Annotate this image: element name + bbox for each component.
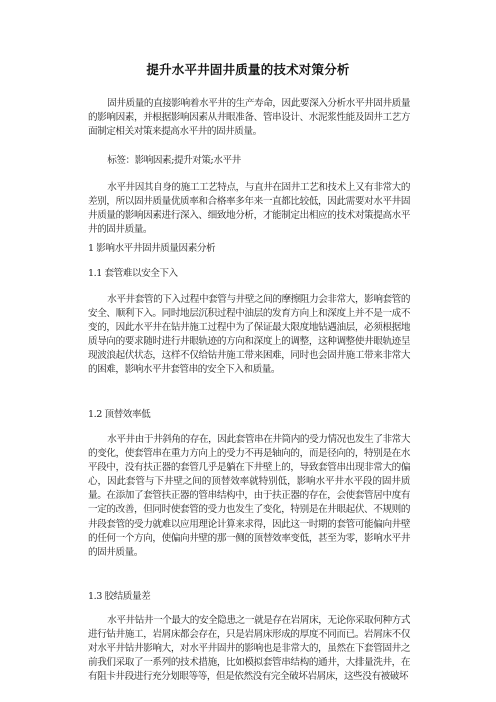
page-title: 提升水平井固井质量的技术对策分析 <box>146 62 350 77</box>
section-1-3-heading: 1.3 胶结质量差 <box>88 591 151 602</box>
section-1-2-paragraph: 水平井由于井斜角的存在，因此套管串在井筒内的受力情况也发生了非常大的变化，使套管串在重力方向上的受力不再是轴向的，而是径向的，特别是在水平段中，没有扶正器的套管几乎是躺在下井壁上的，导致套管串出现非常大的偏心，因此套管与下井壁之间的顶替效率就特别低，影响水平井水平段的固井质量。在添加了套管扶正器的管串结构中，由于扶正器的存在，会使套管居中度有一定的改善，但同时使套管的受力也发生了变化，特别是在井眼起伏、不规则的井段套管的受力就难以应用理论计算来求得，因此这一时期的套管可能偏向井壁的任何一个方向，使偏向井壁的那一侧的顶替效率变低，甚至为零，影响水平井的固井质量。 <box>88 434 410 558</box>
keywords-line: 标签：影响因素;提升对策;水平井 <box>107 155 241 166</box>
section-1-1-heading: 1.1 套管难以安全下入 <box>88 268 178 279</box>
abstract-paragraph: 固井质量的直接影响着水平井的生产寿命，因此要深入分析水平井固井质量的影响因素，并根据影响因素从井眼准备、管串设计、水泥浆性能及固井工艺方面制定相关对策来提高水平井的固井质量。 <box>88 98 410 138</box>
section-1-2-heading: 1.2 顶替效率低 <box>88 409 151 420</box>
section-1-1-paragraph: 水平井套管的下入过程中套管与井壁之间的摩擦阻力会非常大，影响套管的安全、顺利下入。同时地层沉积过程中油层的发育方向上和深度上并不是一成不变的，因此水平井在钻井施工过程中为了保证最大限度地钻遇油层，必须根据地质导向的要求随时进行井眼轨迹的方向和深度上的调整，这种调整使井眼轨迹呈现波浪起伏状态，这样不仅给钻井施工带来困难，同时也会固井施工带来非常大的困难，影响水平井套管串的安全下入和质量。 <box>88 294 410 376</box>
section-1-heading: 1 影响水平井固井质量因素分析 <box>88 243 216 254</box>
section-1-3-paragraph: 水平井钻井一个最大的安全隐患之一就是存在岩屑床，无论你采取何种方式进行钻井施工，岩屑床都会存在，只是岩屑床形成的厚度不同而已。岩屑床不仅对水平井钻井影响大，对水平井固井的影响也是非常大的，虽然在下套管固井之前我们采取了一系列的技术措施，比如模拟套管串结构的通井，大排量洗井，在有阻卡井段进行充分划眼等等，但是依然没有完全破坏岩屑床，这些没有被破坏 <box>88 615 410 683</box>
intro-paragraph: 水平井因其自身的施工工艺特点，与直井在固井工艺和技术上又有非常大的差别，所以固井质量优质率和合格率多年来一直都比较低，因此需要对水平井固井质量的影响因素进行深入、细致地分析，才能制定出相应的技术对策提高水平井的固井质量。 <box>88 182 410 236</box>
